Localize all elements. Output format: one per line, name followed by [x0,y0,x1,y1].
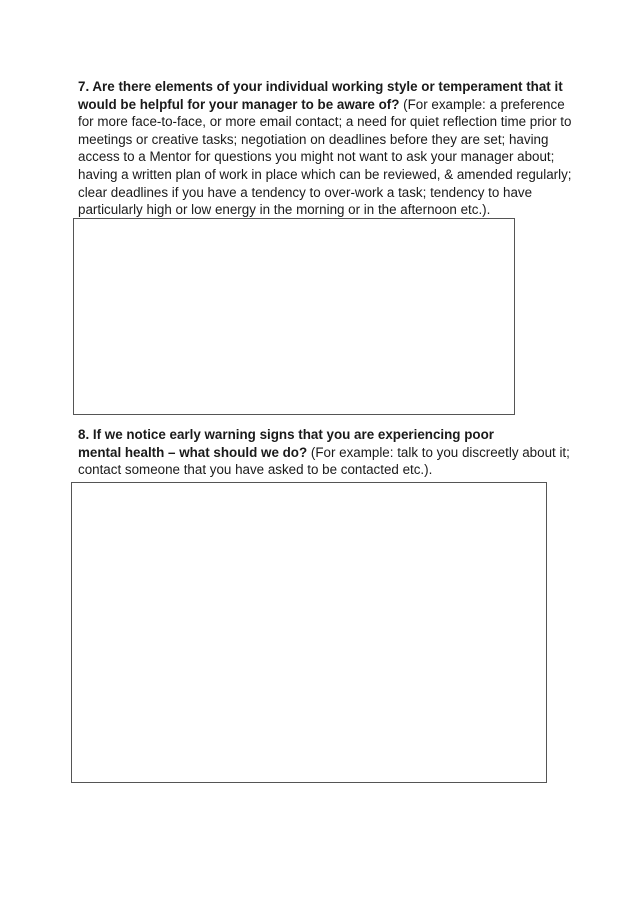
question-8-line-3: contact someone that you have asked to be contacted etc.). [78,462,433,478]
question-7-line-5: access to a Mentor for questions you might not want to ask your manager about; [78,149,555,165]
question-7-line-2: would be helpful for your manager to be aware of? (For example: a preference [78,96,565,112]
question-8-answer-box[interactable] [71,482,547,783]
question-8-line-1: 8. If we notice early warning signs that you are experiencing poor [78,427,494,442]
question-7 [78,78,572,219]
question-7-line-6: having a written plan of work in place which can be reviewed, & amended regularly; [78,166,572,182]
question-7-line-4: meetings or creative tasks; negotiation on deadlines before they are set; having [78,131,549,147]
question-8 [78,426,570,479]
question-8-line-2: mental health – what should we do? (For example: talk to you discreetly about it; [78,444,570,460]
question-7-answer-box[interactable] [73,218,515,415]
question-7-line-7: clear deadlines if you have a tendency to over-work a task; tendency to have [78,184,533,200]
question-7-line-1: 7. Are there elements of your individual working style or temperament that it [78,79,563,94]
question-7-line-8: particularly high or low energy in the morning or in the afternoon etc.). [78,202,491,218]
question-7-line-3: for more face-to-face, or more email contact; a need for quiet reflection time prior to [78,114,572,130]
